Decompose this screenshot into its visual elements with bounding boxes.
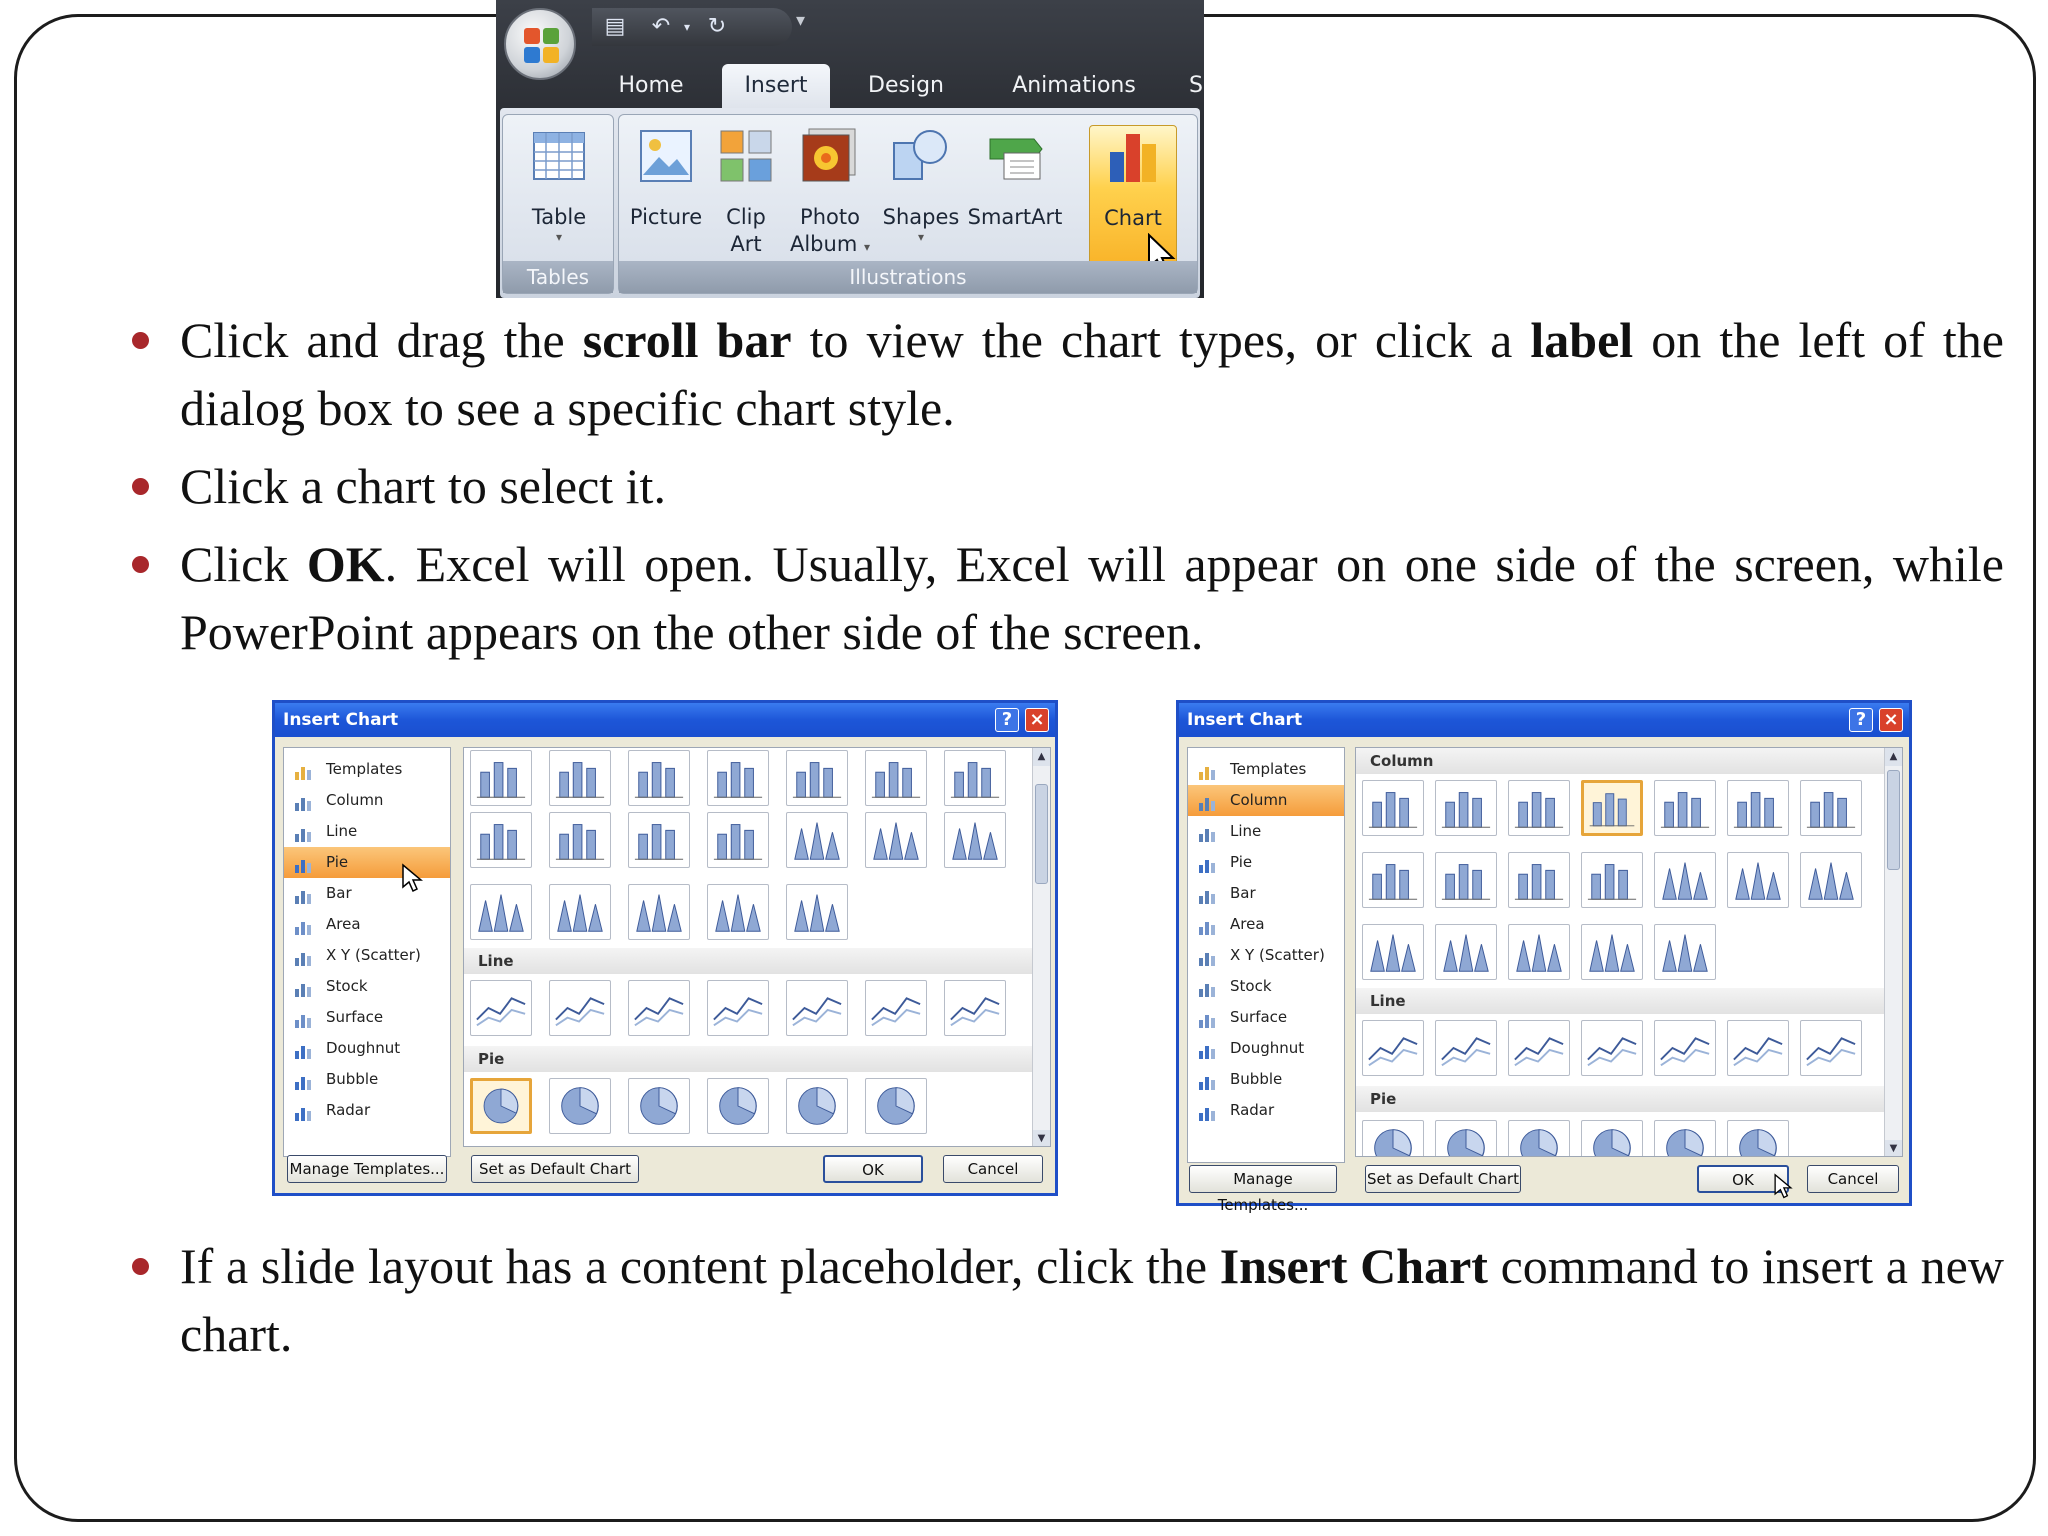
chart-type-icon [294, 854, 314, 871]
chart-type-line[interactable] [1188, 816, 1344, 847]
dialog-title: Insert Chart [275, 703, 1055, 737]
insert-chart-dialog-pie [272, 700, 1058, 1196]
chart-type-x-y-scatter[interactable] [1188, 940, 1344, 971]
office-button[interactable] [504, 8, 576, 80]
redo-icon[interactable]: ↻ [707, 14, 727, 39]
chart-type-icon [1198, 823, 1218, 840]
chart-type-bar[interactable] [284, 878, 450, 909]
chart-thumbnail-col[interactable] [470, 750, 532, 806]
ribbon-body [500, 108, 1200, 298]
chart-type-templates[interactable] [284, 754, 450, 785]
chart-thumbnail-col[interactable] [1362, 852, 1424, 908]
chart-type-icon [294, 916, 314, 933]
scroll-up-icon[interactable]: ▲ [1033, 748, 1050, 766]
bullet-4-text [124, 1232, 2004, 1368]
chart-type-label: Stock [326, 977, 368, 995]
smartart-button[interactable] [967, 125, 1063, 231]
b3-p1: OK [306, 536, 385, 592]
table-icon [528, 125, 590, 187]
chart-thumbnail-pie[interactable] [1508, 1120, 1570, 1157]
chart-type-list [1187, 747, 1345, 1163]
chart-type-label: Bubble [326, 1070, 379, 1088]
chart-type-label: X Y (Scatter) [1230, 946, 1325, 964]
chart-thumbnail-cone[interactable] [707, 884, 769, 940]
chart-type-icon [1198, 978, 1218, 995]
smartart-icon [984, 125, 1046, 187]
chart-type-label: Bubble [1230, 1070, 1283, 1088]
picture-button[interactable] [625, 125, 707, 231]
chart-thumbnail-line[interactable] [1727, 1020, 1789, 1076]
insert-chart-dialog-column [1176, 700, 1912, 1214]
chart-thumbnail-col[interactable] [1435, 780, 1497, 836]
ok-button[interactable]: OK [1697, 1165, 1789, 1193]
chart-thumbnail-line[interactable] [707, 980, 769, 1036]
chart-thumbnail-line[interactable] [1800, 1020, 1862, 1076]
chart-type-pie[interactable] [1188, 847, 1344, 878]
chart-thumbnail-col[interactable] [786, 750, 848, 806]
chart-icon [1102, 126, 1164, 188]
chart-thumbnail-cone[interactable] [1654, 924, 1716, 980]
chart-type-templates[interactable] [1188, 754, 1344, 785]
chart-type-icon [1198, 1009, 1218, 1026]
chart-thumbnail-pie[interactable] [1362, 1120, 1424, 1157]
mouse-cursor-icon [1773, 1173, 1793, 1201]
chart-type-icon [294, 1009, 314, 1026]
gallery-scrollbar[interactable] [1032, 748, 1050, 1147]
close-icon[interactable]: × [1879, 708, 1903, 732]
b3-p0: Click [180, 536, 307, 592]
chart-type-label: Templates [1230, 760, 1307, 778]
chart-thumbnail-col[interactable] [1727, 780, 1789, 836]
chart-type-label: Templates [326, 760, 403, 778]
chart-type-icon [294, 978, 314, 995]
tab-home[interactable]: Home [618, 73, 684, 98]
chart-type-icon [1198, 854, 1218, 871]
chart-thumbnail-cone[interactable] [786, 884, 848, 940]
bullet-2 [124, 452, 2004, 520]
chart-thumbnail-col[interactable] [1508, 852, 1570, 908]
b1-p3: label [1530, 312, 1634, 368]
chart-type-icon [294, 761, 314, 778]
clip-art-label-1: Clip [726, 205, 766, 229]
table-label: Table [531, 205, 587, 229]
shapes-label: Shapes [882, 205, 960, 229]
help-icon[interactable]: ? [995, 708, 1019, 732]
chart-thumbnail-col[interactable] [628, 750, 690, 806]
manage-templates-button[interactable]: Manage Templates... [1189, 1165, 1337, 1193]
chart-thumbnail-pie[interactable] [786, 1078, 848, 1134]
b2-p0: Click a chart to select it. [180, 458, 666, 514]
tab-slide-show-clipped[interactable]: S [1189, 73, 1203, 98]
chart-thumbnail-pie[interactable] [1727, 1120, 1789, 1157]
chart-type-label: Area [1230, 915, 1265, 933]
chart-thumbnail-cone[interactable] [865, 812, 927, 868]
chart-type-icon [1198, 792, 1218, 809]
customize-qat-icon[interactable]: ▾ [796, 10, 806, 31]
chart-type-label: Pie [326, 853, 349, 871]
chart-type-label: Surface [326, 1008, 384, 1026]
b1-p1: scroll bar [582, 312, 792, 368]
close-icon[interactable]: × [1025, 708, 1049, 732]
chart-thumbnail-cone[interactable] [628, 884, 690, 940]
chart-type-label: Column [1230, 791, 1288, 809]
chart-thumbnail-col[interactable] [1581, 852, 1643, 908]
clip-art-label-2: Art [730, 232, 762, 256]
chart-type-label: Pie [1230, 853, 1253, 871]
chart-thumbnail-pie[interactable] [470, 1078, 532, 1134]
b4-p1: Insert Chart [1219, 1238, 1488, 1294]
chart-thumbnail-col[interactable] [1581, 780, 1643, 836]
chart-type-doughnut[interactable] [284, 1033, 450, 1064]
chart-type-x-y-scatter[interactable] [284, 940, 450, 971]
chart-type-label: Bar [1230, 884, 1256, 902]
quick-access-toolbar [592, 8, 792, 46]
chart-thumbnail-line[interactable] [1362, 1020, 1424, 1076]
gallery-section-header: Line [1356, 988, 1902, 1014]
undo-icon[interactable]: ↶ [651, 14, 671, 39]
cancel-button[interactable]: Cancel [943, 1155, 1043, 1183]
chart-thumbnail-col[interactable] [1800, 780, 1862, 836]
chart-thumbnail-pie[interactable] [549, 1078, 611, 1134]
chart-type-icon [294, 792, 314, 809]
tab-design[interactable]: Design [868, 73, 944, 98]
scroll-down-icon[interactable]: ▼ [1033, 1130, 1050, 1147]
chart-type-bar[interactable] [1188, 878, 1344, 909]
ribbon [496, 0, 1204, 298]
b1-p0: Click and drag the [180, 312, 583, 368]
chart-thumbnail-col[interactable] [628, 812, 690, 868]
chart-type-label: Radar [326, 1101, 371, 1119]
chart-type-label: X Y (Scatter) [326, 946, 421, 964]
table-dropdown-icon: ▾ [555, 230, 563, 244]
chart-type-area[interactable] [284, 909, 450, 940]
chart-type-label: Radar [1230, 1101, 1275, 1119]
chart-type-area[interactable] [1188, 909, 1344, 940]
undo-dropdown-icon[interactable]: ▾ [683, 20, 691, 34]
chart-type-column[interactable] [284, 785, 450, 816]
help-icon[interactable]: ? [1849, 708, 1873, 732]
chart-thumbnail-cone[interactable] [549, 884, 611, 940]
chart-thumbnail-pie[interactable] [1654, 1120, 1716, 1157]
group-label-tables: Tables [503, 261, 613, 293]
mouse-cursor-icon [401, 863, 423, 895]
scrollbar-thumb[interactable] [1035, 784, 1048, 884]
chart-thumbnail-pie[interactable] [707, 1078, 769, 1134]
chart-type-bubble[interactable] [284, 1064, 450, 1095]
chart-type-pie[interactable] [284, 847, 450, 878]
chart-thumbnail-col[interactable] [549, 812, 611, 868]
smartart-label: SmartArt [967, 205, 1063, 229]
chart-type-icon [294, 823, 314, 840]
chart-thumbnail-cone[interactable] [1508, 924, 1570, 980]
chart-thumbnail-pie[interactable] [865, 1078, 927, 1134]
photo-album-dropdown-icon: ▾ [863, 240, 870, 254]
chart-thumbnail-col[interactable] [1435, 852, 1497, 908]
office-logo-icon [524, 28, 560, 64]
chart-thumbnail-col[interactable] [1654, 780, 1716, 836]
table-button[interactable] [515, 125, 603, 243]
chart-thumbnail-col[interactable] [549, 750, 611, 806]
cancel-button[interactable]: Cancel [1807, 1165, 1899, 1193]
chart-thumbnail-cone[interactable] [1800, 852, 1862, 908]
bullet-list [124, 306, 2004, 676]
chart-thumbnail-col[interactable] [1362, 780, 1424, 836]
chart-type-icon [1198, 761, 1218, 778]
ok-button[interactable]: OK [823, 1155, 923, 1183]
chart-type-icon [294, 885, 314, 902]
scrollbar-thumb[interactable] [1887, 770, 1900, 870]
chart-type-icon [1198, 1040, 1218, 1057]
chart-thumbnail-col[interactable] [470, 812, 532, 868]
chart-type-icon [294, 1071, 314, 1088]
chart-type-label: Line [1230, 822, 1262, 840]
group-tables [502, 114, 614, 294]
chart-thumbnail-line[interactable] [1654, 1020, 1716, 1076]
chart-thumbnail-line[interactable] [628, 980, 690, 1036]
gallery-section-header: Pie [1356, 1086, 1902, 1112]
chart-type-label: Line [326, 822, 358, 840]
chart-label: Chart [1104, 206, 1162, 230]
b1-p2: to view the chart types, or click a [791, 312, 1531, 368]
chart-gallery [1355, 747, 1903, 1157]
chart-thumbnail-col[interactable] [707, 812, 769, 868]
chart-thumbnail-cone[interactable] [1362, 924, 1424, 980]
chart-type-icon [294, 1102, 314, 1119]
chart-thumbnail-line[interactable] [1508, 1020, 1570, 1076]
chart-type-label: Column [326, 791, 384, 809]
chart-thumbnail-line[interactable] [865, 980, 927, 1036]
shapes-dropdown-icon: ▾ [917, 230, 925, 244]
photo-album-button[interactable] [785, 125, 875, 261]
chart-thumbnail-pie[interactable] [628, 1078, 690, 1134]
chart-type-icon [294, 1040, 314, 1057]
chart-type-icon [1198, 1102, 1218, 1119]
chart-thumbnail-line[interactable] [1581, 1020, 1643, 1076]
chart-thumbnail-line[interactable] [549, 980, 611, 1036]
clip-art-button[interactable] [711, 125, 781, 258]
picture-icon [635, 125, 697, 187]
b3-p2: . Excel will open. Usually, Excel will appear on one side of the screen, while PowerPoint appears on the other side of the screen. [180, 536, 2005, 660]
bullet-3 [124, 530, 2004, 666]
chart-thumbnail-pie[interactable] [1581, 1120, 1643, 1157]
scroll-up-icon[interactable]: ▲ [1885, 748, 1902, 766]
chart-type-list [283, 747, 451, 1157]
group-illustrations [618, 114, 1198, 294]
chart-type-icon [1198, 916, 1218, 933]
bullet-4 [124, 1232, 2004, 1378]
chart-type-icon [1198, 885, 1218, 902]
chart-type-stock[interactable] [284, 971, 450, 1002]
manage-templates-button[interactable]: Manage Templates... [287, 1155, 447, 1183]
chart-type-label: Area [326, 915, 361, 933]
chart-thumbnail-cone[interactable] [944, 812, 1006, 868]
shapes-button[interactable] [879, 125, 963, 243]
save-icon[interactable]: ▤ [604, 14, 626, 39]
chart-thumbnail-line[interactable] [470, 980, 532, 1036]
chart-thumbnail-col[interactable] [865, 750, 927, 806]
chart-thumbnail-line[interactable] [786, 980, 848, 1036]
chart-type-icon [294, 947, 314, 964]
chart-thumbnail-col[interactable] [1508, 780, 1570, 836]
chart-gallery [463, 747, 1051, 1147]
picture-label: Picture [629, 205, 703, 229]
chart-thumbnail-cone[interactable] [1654, 852, 1716, 908]
chart-type-surface[interactable] [1188, 1002, 1344, 1033]
chart-type-radar[interactable] [284, 1095, 450, 1126]
group-label-illustrations: Illustrations [619, 261, 1197, 293]
chart-thumbnail-pie[interactable] [1435, 1120, 1497, 1157]
chart-thumbnail-line[interactable] [1435, 1020, 1497, 1076]
b1-p4: on the left of the dialog box to see a specific chart style. [180, 312, 2004, 436]
chart-type-label: Bar [326, 884, 352, 902]
dialog-title: Insert Chart [1179, 703, 1909, 737]
gallery-section-header: Line [464, 948, 1050, 974]
chart-type-label: Surface [1230, 1008, 1288, 1026]
chart-thumbnail-line[interactable] [944, 980, 1006, 1036]
chart-thumbnail-col[interactable] [707, 750, 769, 806]
set-default-chart-button[interactable]: Set as Default Chart [471, 1155, 639, 1183]
photo-album-label-1: Photo [800, 205, 860, 229]
chart-type-radar[interactable] [1188, 1095, 1344, 1126]
shapes-icon [890, 125, 952, 187]
chart-type-line[interactable] [284, 816, 450, 847]
chart-thumbnail-col[interactable] [944, 750, 1006, 806]
chart-type-column[interactable] [1188, 785, 1344, 816]
clip-art-icon [715, 125, 777, 187]
scroll-down-icon[interactable]: ▼ [1885, 1140, 1902, 1157]
tab-animations[interactable]: Animations [1012, 73, 1136, 98]
chart-thumbnail-cone[interactable] [1435, 924, 1497, 980]
chart-type-bubble[interactable] [1188, 1064, 1344, 1095]
bullet-1 [124, 306, 2004, 442]
set-default-chart-button[interactable]: Set as Default Chart [1365, 1165, 1521, 1193]
chart-type-doughnut[interactable] [1188, 1033, 1344, 1064]
gallery-section-header: Pie [464, 1046, 1050, 1072]
chart-type-stock[interactable] [1188, 971, 1344, 1002]
gallery-section-header: Column [1356, 748, 1902, 774]
gallery-scrollbar[interactable] [1884, 748, 1902, 1157]
chart-thumbnail-cone[interactable] [470, 884, 532, 940]
chart-type-label: Doughnut [326, 1039, 401, 1057]
chart-thumbnail-cone[interactable] [786, 812, 848, 868]
chart-type-label: Doughnut [1230, 1039, 1305, 1057]
chart-type-icon [1198, 947, 1218, 964]
b4-p2: command to insert a new chart. [180, 1238, 2004, 1362]
chart-type-icon [1198, 1071, 1218, 1088]
chart-thumbnail-cone[interactable] [1727, 852, 1789, 908]
chart-type-surface[interactable] [284, 1002, 450, 1033]
photo-album-icon [799, 125, 861, 187]
tab-insert[interactable]: Insert [722, 64, 830, 108]
b4-p0: If a slide layout has a content placeholder, click the [180, 1238, 1220, 1294]
photo-album-label-2: Album [789, 232, 858, 256]
chart-thumbnail-cone[interactable] [1581, 924, 1643, 980]
chart-type-label: Stock [1230, 977, 1272, 995]
